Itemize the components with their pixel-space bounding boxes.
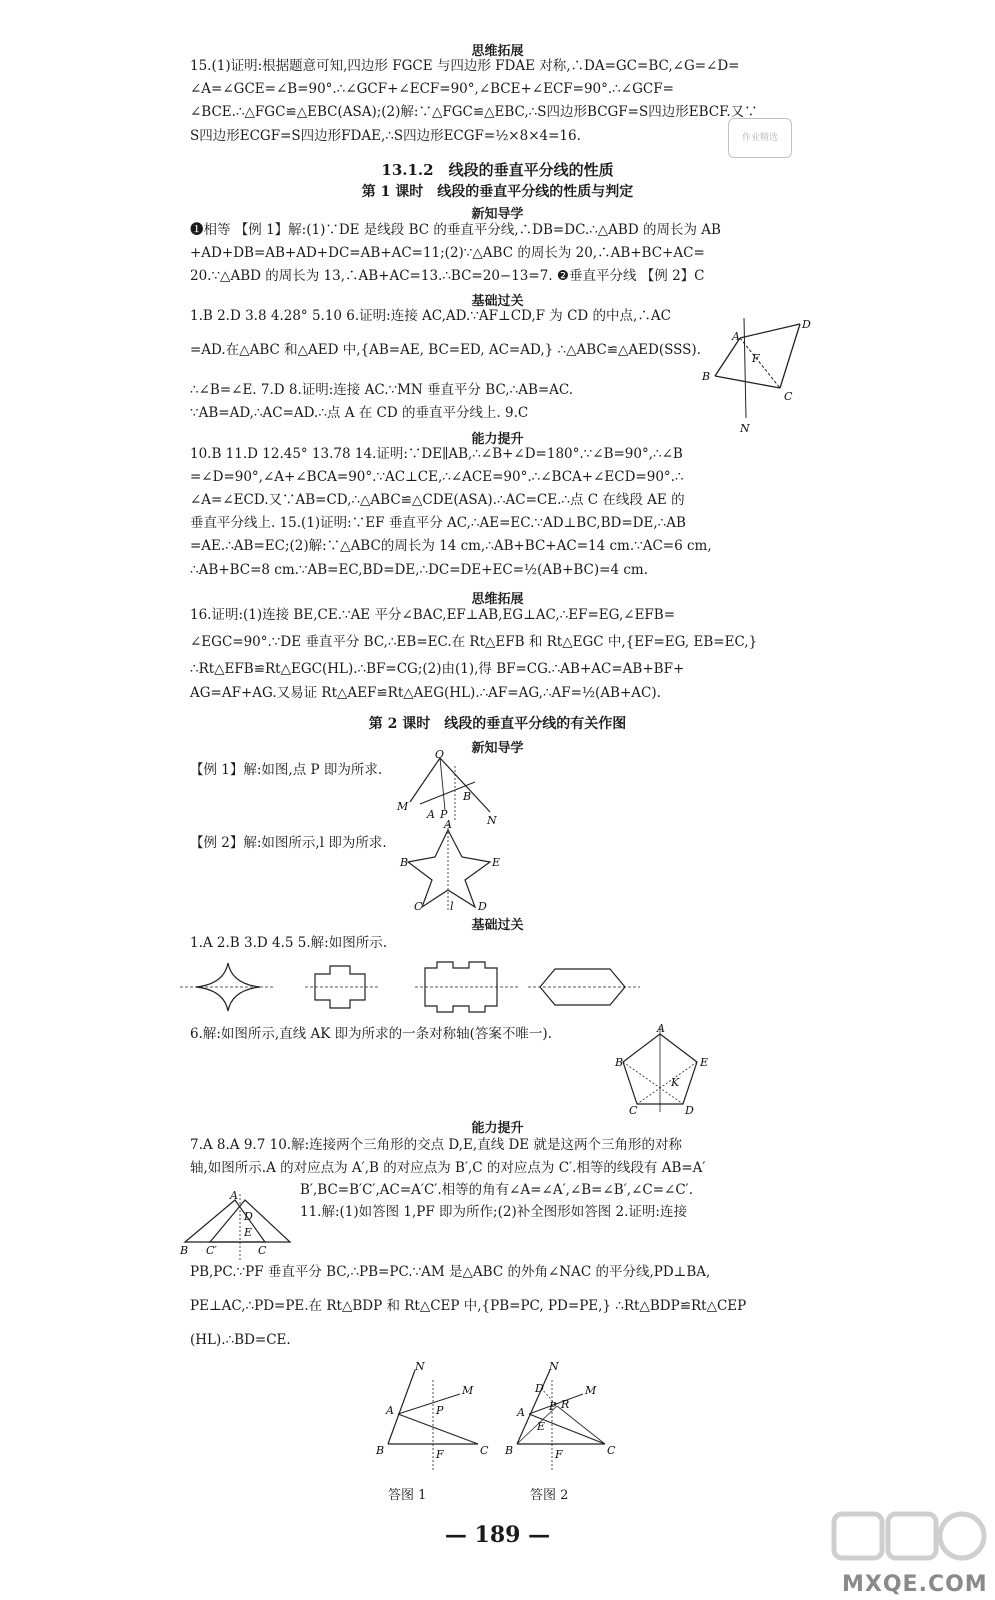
lesson-title-2: 第 2 课时 线段的垂直平分线的有关作图 [368,716,627,732]
watermark-text: MXQE.COM [842,1572,988,1597]
page-number: — 189 — [444,1522,551,1548]
heading-thinking-1: 思维拓展 [471,44,524,59]
label-A: A [427,808,435,821]
chapter-title: 13.1.2 线段的垂直平分线的性质 [381,161,614,179]
heading-new-knowledge-1: 新知导学 [471,207,524,222]
text-line: 1.B 2.D 3.8 4.28° 5.10 6.证明:连接 AC,AD.∵AF⊥CD,F 为 CD 的中点,∴AC [190,308,671,324]
text-line: ∠BCE.∴△FGC≌△EBC(ASA);(2)解:∵△FGC≌△EBC,∴S四边形BCGF=S四边形EBCF.又∵ [190,104,758,120]
text-line: ∴∠B=∠E. 7.D 8.证明:连接 AC.∵MN 垂直平分 BC,∴AB=AC. [190,382,574,398]
heading-basic-1: 基础过关 [471,294,524,309]
text-line: 垂直平分线上. 15.(1)证明:∵EF 垂直平分 AC,∴AE=EC.∵AD⊥BC,BD=DE,∴AB [190,515,686,531]
label-P: P [440,808,448,821]
label-F: F [555,1448,563,1461]
label-P: P [549,1400,557,1413]
label-N: N [549,1360,559,1373]
label-C: C [607,1444,616,1457]
heading-ability-2: 能力提升 [471,1121,524,1136]
label-A: A [444,818,452,831]
label-E: E [537,1420,546,1433]
label-P: P [436,1404,444,1417]
text-line: +AD+DB=AB+AD+DC=AB+AC=11;(2)∵△ABC 的周长为 20,∴AB+BC+AC= [190,245,705,261]
label-l: l [450,900,454,913]
text-line: 10.B 11.D 12.45° 13.78 14.证明:∵DE∥AB,∴∠B+∠D=180°.∵∠B=90°,∴∠B [190,446,683,462]
label-C: C [784,390,793,403]
text-line: AG=AF+AG.又易证 Rt△AEF≌Rt△AEG(HL).∴AF=AG,∴AF=½(AB+AC). [190,685,661,701]
figure-shapes-row [180,958,640,1018]
label-K: K [671,1076,680,1089]
label-E: E [244,1226,253,1239]
label-N: N [415,1360,425,1373]
heading-new-knowledge-2: 新知导学 [471,741,524,756]
label-N: N [740,422,750,435]
label-A: A [386,1404,394,1417]
figure-example2 [400,818,501,913]
label-E: E [700,1056,709,1069]
text-line: ∠A=∠GCE=∠B=90°.∴∠GCF+∠ECF=90°,∠BCE+∠ECF=90°.∴∠GCF= [190,81,674,97]
text-line: ∴AB+BC=8 cm.∵AB=EC,BD=DE,∴DC=DE+EC=½(AB+BC)=4 cm. [190,562,648,578]
lesson-title-1: 第 1 课时 线段的垂直平分线的性质与判定 [361,184,634,200]
text-line: ∵AB=AD,∴AC=AD.∴点 A 在 CD 的垂直平分线上. 9.C [190,405,529,421]
ink-stamp: 作业精选 [728,118,792,158]
text-line: 20.∵△ABD 的周长为 13,∴AB+AC=13.∴BC=20−13=7. ❷垂直平分线 【例 2】C [190,268,705,284]
label-B: B [702,370,711,383]
heading-thinking-2: 思维拓展 [471,592,524,607]
heading-basic-2: 基础过关 [471,918,524,933]
label-D: D [478,900,487,913]
label-N: N [487,814,497,827]
label-A: A [732,330,740,343]
text-line: =AD.在△ABC 和△AED 中,{AB=AE, BC=ED, AC=AD,} ∴△ABC≌△AED(SSS). [190,342,701,358]
text-line: ❶相等 【例 1】解:(1)∵DE 是线段 BC 的垂直平分线,∴DB=DC.∴△ABD 的周长为 AB [190,222,721,238]
label-B: B [463,790,472,803]
label-B: B [180,1244,189,1257]
label-M: M [585,1384,597,1397]
label-F: F [752,352,760,365]
label-D: D [802,318,811,331]
label-D: D [535,1382,544,1395]
label-E: E [492,856,501,869]
text-line: =AE.∴AB=EC;(2)解:∵△ABC的周长为 14 cm,∴AB+BC+AC=14 cm.∵AC=6 cm, [190,538,712,554]
label-D: D [685,1104,694,1117]
label-B: B [376,1444,385,1457]
text-line: ∴Rt△EFB≌Rt△EGC(HL).∴BF=CG;(2)由(1),得 BF=CG.∴AB+AC=AB+BF+ [190,661,685,677]
text-line: =∠D=90°,∠A+∠BCA=90°.∵AC⊥CE,∴∠ACE=90°.∴∠BCA+∠ECD=90°.∴ [190,469,684,485]
text-line: 7.A 8.A 9.7 10.解:连接两个三角形的交点 D,E,直线 DE 就是这两个三角形的对称 [190,1137,682,1153]
figure-answer-1 [370,1362,490,1480]
text-line: 【例 1】解:如图,点 P 即为所求. [190,762,383,778]
text-line: S四边形ECGF=S四边形FDAE,∴S四边形ECGF=½×8×4=16. [190,128,581,144]
heading-ability-1: 能力提升 [471,432,524,447]
text-line: PE⊥AC,∴PD=PE.在 Rt△BDP 和 Rt△CEP 中,{PB=PC, PD=PE,} ∴Rt△BDP≌Rt△CEP [190,1298,747,1314]
label-C: C [480,1444,489,1457]
label-A: A [517,1406,525,1419]
caption-answer-1: 答图 1 [388,1488,427,1503]
text-line: 轴,如图所示.A 的对应点为 A′,B 的对应点为 B′,C 的对应点为 C′.相等的线段有 AB=A′ [190,1160,706,1176]
label-C: C [629,1104,638,1117]
figure-answer-2 [505,1362,625,1480]
text-line: 6.解:如图所示,直线 AK 即为所求的一条对称轴(答案不唯一). [190,1026,552,1042]
text-line: B′,BC=B′C′,AC=A′C′.相等的角有∠A=∠A′,∠B=∠B′,∠C=∠C′. [300,1182,694,1198]
label-F: F [436,1448,444,1461]
text-line: 11.解:(1)如答图 1,PF 即为所作;(2)补全图形如答图 2.证明:连接 [300,1204,687,1220]
figure-pentagon [615,1022,715,1117]
label-D: D [244,1210,253,1223]
text-line: ∠EGC=90°.∵DE 垂直平分 BC,∴EB=EC.在 Rt△EFB 和 Rt△EGC 中,{EF=EG, EB=EC,} [190,634,758,650]
text-line: PB,PC.∵PF 垂直平分 BC,∴PB=PC.∵AM 是△ABC 的外角∠NAC 的平分线,PD⊥BA, [190,1264,711,1280]
label-M: M [397,800,409,813]
figure-quadrilateral [700,318,810,438]
label-C: C [258,1244,267,1257]
figure-two-triangles [180,1190,300,1265]
text-line: 16.证明:(1)连接 BE,CE.∵AE 平分∠BAC,EF⊥AB,EG⊥AC,∴EF=EG,∠EFB= [190,607,676,623]
text-line: 【例 2】解:如图所示,l 即为所求. [190,835,387,851]
label-B: B [505,1444,514,1457]
text-line: 15.(1)证明:根据题意可知,四边形 FGCE 与四边形 FDAE 对称,∴DA=GC=BC,∠G=∠D= [190,58,740,74]
label-C-prime: C′ [206,1244,217,1257]
label-A: A [230,1189,238,1202]
label-A: A [657,1022,665,1035]
label-M: M [462,1384,474,1397]
text-line: ∠A=∠ECD.又∵AB=CD,∴△ABC≌△CDE(ASA).∴AC=CE.∴点 C 在线段 AE 的 [190,492,685,508]
label-O: O [435,748,445,761]
text-line: (HL).∴BD=CE. [190,1332,291,1348]
label-C: C [414,900,423,913]
caption-answer-2: 答图 2 [530,1488,569,1503]
label-R: R [561,1398,570,1411]
label-B: B [615,1056,624,1069]
text-line: 1.A 2.B 3.D 4.5 5.解:如图所示. [190,935,387,951]
label-B: B [400,856,409,869]
